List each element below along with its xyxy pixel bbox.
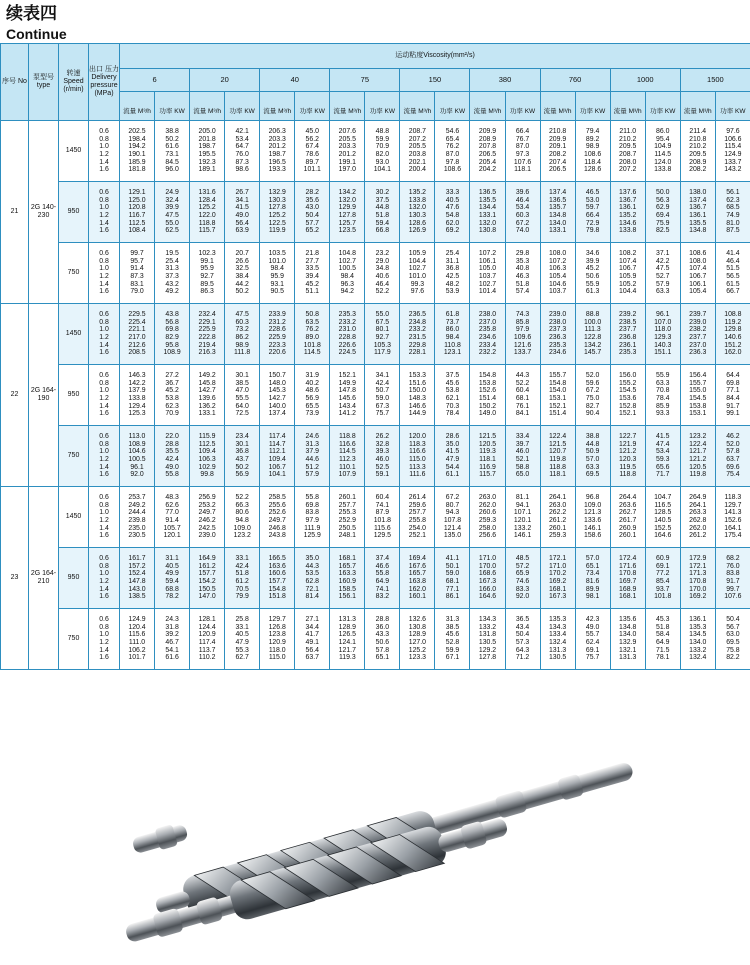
flow-cell: 264.9 264.1 263.3 262.8 262.0 261.2	[680, 487, 715, 548]
flow-header: 流量 M³/h	[680, 92, 715, 121]
flow-cell: 108.0 107.2 106.3 105.4 104.6 103.7	[540, 243, 575, 304]
flow-cell: 233.9 231.2 228.6 225.9 223.3 220.6	[260, 304, 295, 365]
power-cell: 24.3 31.8 39.2 46.7 54.1 61.6	[155, 609, 190, 670]
flow-cell: 202.5 198.4 194.2 190.1 185.9 181.8	[120, 121, 155, 182]
power-header: 功率 KW	[505, 92, 540, 121]
flow-cell: 121.5 120.5 119.3 118.1 116.9 115.7	[470, 426, 505, 487]
flow-cell: 253.7 249.2 244.4 239.8 235.0 230.5	[120, 487, 155, 548]
flow-cell: 211.4 210.8 210.2 209.5 208.9 208.2	[680, 121, 715, 182]
power-cell: 25.8 33.1 40.5 47.9 55.3 62.7	[225, 609, 260, 670]
power-cell: 26.2 32.8 39.3 46.0 52.5 59.1	[365, 426, 400, 487]
power-cell: 67.2 80.7 94.3 107.8 121.4 135.0	[435, 487, 470, 548]
flow-cell: 118.8 116.6 114.5 112.3 110.1 107.9	[330, 426, 365, 487]
power-cell: 55.8 69.8 83.8 97.9 111.9 125.9	[295, 487, 330, 548]
flow-cell: 260.1 257.7 255.3 252.9 250.5 248.1	[330, 487, 365, 548]
flow-cell: 168.1 165.7 163.3 160.9 158.5 156.1	[330, 548, 365, 609]
model-type: 2G 164-210	[29, 487, 59, 670]
power-cell: 48.3 62.6 77.0 91.4 105.7 120.1	[155, 487, 190, 548]
power-cell: 36.5 43.4 50.4 57.3 64.3 71.2	[505, 609, 540, 670]
flow-cell: 108.6 108.0 107.4 106.7 106.1 105.4	[680, 243, 715, 304]
flow-cell: 135.3 134.3 133.4 132.4 131.3 130.5	[540, 609, 575, 670]
power-cell: 108.8 119.2 129.8 140.6 151.2 162.0	[715, 304, 750, 365]
flow-cell: 131.6 128.4 125.2 122.0 118.8 115.7	[190, 182, 225, 243]
model-type: 2G 164-190	[29, 304, 59, 487]
viscosity-value: 380	[470, 69, 540, 92]
flow-cell: 239.2 238.5 237.7 236.8 236.1 235.3	[610, 304, 645, 365]
flow-header: 流量 M³/h	[610, 92, 645, 121]
flow-cell: 113.0 108.9 104.6 100.5 96.1 92.0	[120, 426, 155, 487]
power-cell: 38.8 44.8 50.9 57.0 63.3 69.5	[575, 426, 610, 487]
power-cell: 33.1 42.4 51.8 61.2 70.5 79.9	[225, 548, 260, 609]
flow-cell: 124.9 120.4 115.6 111.0 106.2 101.7	[120, 609, 155, 670]
power-cell: 60.9 69.1 77.2 85.4 93.7 101.8	[645, 548, 680, 609]
model-type: 2G 140-230	[29, 121, 59, 304]
power-cell: 30.2 37.5 44.8 51.8 59.4 66.8	[365, 182, 400, 243]
model-no: 21	[1, 121, 29, 304]
power-cell: 50.4 56.7 63.0 69.5 75.8 82.2	[715, 609, 750, 670]
power-cell: 61.8 73.7 86.0 98.4 110.8 123.1	[435, 304, 470, 365]
header-row-1	[1, 44, 750, 69]
flow-cell: 155.7 154.8 154.0 153.1 152.1 151.4	[540, 365, 575, 426]
power-cell: 81.1 94.1 107.1 120.1 133.2 146.1	[505, 487, 540, 548]
flow-cell: 210.8 209.9 209.1 208.2 207.4 206.5	[540, 121, 575, 182]
flow-cell: 104.8 102.7 100.5 98.4 96.3 94.2	[330, 243, 365, 304]
power-cell: 34.1 42.4 50.7 59.0 67.3 75.7	[365, 365, 400, 426]
power-cell: 23.2 29.0 34.8 40.6 46.4 52.2	[365, 243, 400, 304]
power-cell: 27.2 36.7 45.2 53.8 62.3 70.9	[155, 365, 190, 426]
flow-cell: 169.4 167.6 165.7 163.8 162.0 160.1	[400, 548, 435, 609]
flow-cell: 207.6 205.5 203.3 201.2 199.1 197.0	[330, 121, 365, 182]
flow-cell: 136.5 135.5 134.4 133.1 132.0 130.8	[470, 182, 505, 243]
flow-cell: 138.0 137.4 136.7 136.1 135.5 134.8	[680, 182, 715, 243]
power-cell: 41.1 50.1 59.0 68.1 77.1 86.1	[435, 548, 470, 609]
power-cell: 64.4 69.8 77.1 84.4 91.7 99.1	[715, 365, 750, 426]
power-cell: 41.4 46.4 51.5 56.5 61.5 66.7	[715, 243, 750, 304]
flow-cell: 128.1 124.4 120.9 117.4 113.7 110.2	[190, 609, 225, 670]
flow-cell: 153.3 151.6 150.0 148.3 146.6 144.9	[400, 365, 435, 426]
table-row	[1, 121, 750, 182]
header-speed: 转速 Speed (r/min)	[59, 44, 89, 121]
flow-cell: 99.7 95.7 91.4 87.3 83.1 79.0	[120, 243, 155, 304]
page-header	[6, 2, 67, 42]
flow-cell: 229.5 225.4 221.1 217.0 212.6 208.5	[120, 304, 155, 365]
power-header: 功率 KW	[575, 92, 610, 121]
pressure-cell: 0.6 0.8 1.0 1.2 1.4 1.6	[89, 426, 120, 487]
viscosity-value: 1000	[610, 69, 680, 92]
power-header: 功率 KW	[645, 92, 680, 121]
flow-cell: 156.4 155.7 155.0 154.5 153.8 153.1	[680, 365, 715, 426]
model-no: 23	[1, 487, 29, 670]
power-cell: 57.0 65.1 73.4 81.6 89.9 98.1	[575, 548, 610, 609]
flow-cell: 134.2 132.0 129.9 127.8 125.7 123.5	[330, 182, 365, 243]
speed-cell: 950	[59, 365, 89, 426]
power-cell: 42.1 53.4 64.7 76.0 87.3 98.6	[225, 121, 260, 182]
flow-cell: 132.9 130.3 127.8 125.2 122.5 119.9	[260, 182, 295, 243]
power-cell: 96.8 109.0 121.3 133.6 146.1 158.6	[575, 487, 610, 548]
flow-cell: 264.4 263.6 262.7 261.7 260.9 260.1	[610, 487, 645, 548]
flow-header: 流量 M³/h	[330, 92, 365, 121]
power-cell: 21.8 27.7 33.5 39.4 45.2 51.1	[295, 243, 330, 304]
power-cell: 50.8 63.5 76.2 89.0 101.8 114.5	[295, 304, 330, 365]
viscosity-value: 760	[540, 69, 610, 92]
flow-cell: 103.5 101.0 98.4 95.9 93.1 90.5	[260, 243, 295, 304]
flow-cell: 146.3 142.2 137.9 133.8 129.4 125.3	[120, 365, 155, 426]
power-cell: 22.0 28.8 35.5 42.4 49.0 55.8	[155, 426, 190, 487]
power-cell: 24.9 32.4 39.9 47.5 55.0 62.5	[155, 182, 190, 243]
power-cell: 52.2 66.3 80.6 94.8 109.0 123.2	[225, 487, 260, 548]
header-viscosity: 运动粘度Viscosity(mm²/s)	[120, 44, 750, 69]
power-cell: 50.0 56.3 62.9 69.4 75.9 82.5	[645, 182, 680, 243]
flow-cell: 129.1 125.0 120.8 116.7 112.5 108.4	[120, 182, 155, 243]
power-cell: 37.4 46.6 55.8 64.9 74.1 83.2	[365, 548, 400, 609]
power-cell: 42.3 49.0 55.7 62.4 69.1 75.7	[575, 609, 610, 670]
flow-header: 流量 M³/h	[470, 92, 505, 121]
flow-header: 流量 M³/h	[400, 92, 435, 121]
power-cell: 38.8 50.2 61.6 73.1 84.5 96.0	[155, 121, 190, 182]
power-cell: 34.6 39.9 45.2 50.6 55.9 61.3	[575, 243, 610, 304]
power-cell: 88.8 100.0 111.3 122.8 134.2 145.7	[575, 304, 610, 365]
flow-cell: 156.0 155.2 154.5 153.6 152.8 152.1	[610, 365, 645, 426]
power-cell: 33.3 40.5 47.6 54.8 62.0 69.2	[435, 182, 470, 243]
flow-cell: 232.4 229.1 225.9 222.8 219.4 216.3	[190, 304, 225, 365]
table-row	[1, 487, 750, 548]
speed-cell: 950	[59, 548, 89, 609]
power-cell: 79.4 89.2 98.9 108.6 118.4 128.6	[575, 121, 610, 182]
flow-cell: 164.9 161.2 157.7 154.2 150.5 147.0	[190, 548, 225, 609]
power-cell: 27.1 34.4 41.7 49.1 56.4 63.7	[295, 609, 330, 670]
power-cell: 31.3 38.5 45.6 52.8 59.9 67.1	[435, 609, 470, 670]
flow-cell: 171.0 170.0 168.6 167.3 166.0 164.6	[470, 548, 505, 609]
power-header: 功率 KW	[225, 92, 260, 121]
flow-cell: 209.9 208.9 207.8 206.5 205.4 204.2	[470, 121, 505, 182]
power-cell: 25.4 31.1 36.8 42.5 48.2 53.9	[435, 243, 470, 304]
power-cell: 37.5 45.6 53.8 62.1 70.3 78.4	[435, 365, 470, 426]
flow-cell: 122.4 121.5 120.7 119.8 118.8 118.1	[540, 426, 575, 487]
table-row	[1, 365, 750, 426]
flow-cell: 264.1 263.0 262.2 261.2 260.1 259.3	[540, 487, 575, 548]
table-row	[1, 243, 750, 304]
power-cell: 43.8 56.8 69.8 82.9 95.8 108.9	[155, 304, 190, 365]
power-cell: 31.9 40.2 48.6 56.9 65.5 73.9	[295, 365, 330, 426]
power-cell: 68.2 76.0 83.8 91.7 99.7 107.6	[715, 548, 750, 609]
power-cell: 20.7 26.6 32.5 38.4 44.2 50.2	[225, 243, 260, 304]
power-cell: 29.8 35.3 40.8 46.3 51.8 57.4	[505, 243, 540, 304]
viscosity-value: 150	[400, 69, 470, 92]
flow-header: 流量 M³/h	[260, 92, 295, 121]
power-cell: 28.6 35.0 41.5 47.9 54.4 61.1	[435, 426, 470, 487]
power-cell: 52.0 59.6 67.2 75.0 82.7 90.4	[575, 365, 610, 426]
power-cell: 74.3 85.8 97.9 109.6 121.6 133.7	[505, 304, 540, 365]
power-cell: 23.4 30.1 36.8 43.7 50.2 56.9	[225, 426, 260, 487]
viscosity-value: 1500	[680, 69, 750, 92]
flow-cell: 105.9 104.4 102.7 101.0 99.3 97.6	[400, 243, 435, 304]
power-cell: 35.0 44.3 53.5 62.8 72.1 81.4	[295, 548, 330, 609]
flow-header: 流量 M³/h	[190, 92, 225, 121]
power-cell: 104.7 116.5 128.5 140.5 152.5 164.6	[645, 487, 680, 548]
speed-cell: 750	[59, 243, 89, 304]
power-header: 功率 KW	[295, 92, 330, 121]
flow-cell: 261.4 259.6 257.7 255.8 254.0 252.1	[400, 487, 435, 548]
power-cell: 86.0 95.4 104.9 114.5 124.0 133.8	[645, 121, 680, 182]
table-header	[1, 44, 750, 121]
flow-cell: 122.7 121.9 121.2 120.3 119.5 118.8	[610, 426, 645, 487]
power-cell: 48.8 59.9 70.9 82.0 93.0 104.1	[365, 121, 400, 182]
speed-cell: 1450	[59, 121, 89, 182]
viscosity-value: 6	[120, 69, 190, 92]
pressure-cell: 0.6 0.8 1.0 1.2 1.4 1.6	[89, 548, 120, 609]
power-header: 功率 KW	[155, 92, 190, 121]
flow-cell: 172.9 172.1 171.3 170.8 170.0 169.2	[680, 548, 715, 609]
pressure-cell: 0.6 0.8 1.0 1.2 1.4 1.6	[89, 487, 120, 548]
flow-cell: 256.9 253.2 249.7 246.2 242.5 239.0	[190, 487, 225, 548]
flow-header: 流量 M³/h	[120, 92, 155, 121]
power-cell: 24.6 31.3 37.9 44.6 51.2 57.9	[295, 426, 330, 487]
flow-cell: 263.0 262.0 260.6 259.3 258.0 256.6	[470, 487, 505, 548]
flow-cell: 102.3 99.1 95.9 92.7 89.5 86.3	[190, 243, 225, 304]
power-cell: 47.5 60.3 73.2 86.2 98.9 111.8	[225, 304, 260, 365]
speed-cell: 950	[59, 182, 89, 243]
pressure-cell: 0.6 0.8 1.0 1.2 1.4 1.6	[89, 304, 120, 365]
pressure-cell: 0.6 0.8 1.0 1.2 1.4 1.6	[89, 365, 120, 426]
flow-cell: 238.0 237.0 235.8 234.6 233.4 232.2	[470, 304, 505, 365]
flow-cell: 150.7 148.0 145.3 142.7 140.0 137.4	[260, 365, 295, 426]
title-cn: 续表四	[6, 4, 57, 24]
flow-cell: 137.4 136.5 135.7 134.8 134.0 133.1	[540, 182, 575, 243]
power-cell: 28.2 35.6 43.0 50.4 57.7 65.2	[295, 182, 330, 243]
flow-cell: 239.7 239.0 238.2 237.7 237.0 236.3	[680, 304, 715, 365]
power-cell: 45.3 51.8 58.4 64.9 71.5 78.1	[645, 609, 680, 670]
power-cell: 44.3 52.2 60.4 68.1 76.1 84.1	[505, 365, 540, 426]
table-row	[1, 426, 750, 487]
flow-cell: 211.0 210.2 209.5 208.7 208.0 207.2	[610, 121, 645, 182]
power-header: 功率 KW	[435, 92, 470, 121]
flow-cell: 134.3 133.2 131.8 130.5 129.2 127.8	[470, 609, 505, 670]
flow-cell: 137.6 136.7 136.1 135.2 134.6 133.8	[610, 182, 645, 243]
power-cell: 28.8 36.0 43.3 50.6 57.8 65.1	[365, 609, 400, 670]
power-cell: 66.4 76.7 87.0 97.3 107.6 118.1	[505, 121, 540, 182]
flow-cell: 107.2 106.1 105.0 103.7 102.7 101.4	[470, 243, 505, 304]
title-en: Continue	[6, 26, 67, 42]
flow-cell: 129.7 126.8 123.8 120.9 118.0 115.0	[260, 609, 295, 670]
flow-cell: 135.6 134.8 134.0 132.9 132.1 131.3	[610, 609, 645, 670]
flow-cell: 152.1 149.9 147.8 145.6 143.4 141.2	[330, 365, 365, 426]
power-cell: 46.5 53.0 59.7 66.4 72.9 79.8	[575, 182, 610, 243]
power-cell: 45.0 56.2 67.4 78.6 89.7 101.1	[295, 121, 330, 182]
speed-cell: 1450	[59, 487, 89, 548]
power-cell: 60.4 74.1 87.9 101.8 115.6 129.5	[365, 487, 400, 548]
speed-cell: 750	[59, 426, 89, 487]
model-no: 22	[1, 304, 29, 487]
flow-cell: 132.6 130.8 128.9 127.0 125.2 123.3	[400, 609, 435, 670]
power-cell: 96.1 107.0 118.0 129.3 140.3 151.1	[645, 304, 680, 365]
power-cell: 30.1 38.5 47.0 55.5 64.0 72.5	[225, 365, 260, 426]
flow-cell: 258.5 255.6 252.6 249.7 246.8 243.8	[260, 487, 295, 548]
power-cell: 39.6 46.4 53.4 60.3 67.2 74.0	[505, 182, 540, 243]
power-cell: 46.2 52.0 57.8 63.7 69.6 75.4	[715, 426, 750, 487]
flow-cell: 123.2 122.4 121.7 121.2 120.5 119.8	[680, 426, 715, 487]
flow-cell: 206.3 203.3 201.2 198.7 196.5 193.3	[260, 121, 295, 182]
power-cell: 48.5 57.2 65.9 74.6 83.3 92.0	[505, 548, 540, 609]
speed-cell: 1450	[59, 304, 89, 365]
flow-cell: 235.3 233.2 231.0 228.8 226.6 224.5	[330, 304, 365, 365]
header-pressure: 出口 压力 Delivery pressure (MPa)	[89, 44, 120, 121]
power-cell: 19.5 25.4 31.3 37.3 43.2 49.2	[155, 243, 190, 304]
viscosity-value: 20	[190, 69, 260, 92]
power-cell: 56.1 62.3 68.5 74.9 81.0 87.5	[715, 182, 750, 243]
table-row	[1, 182, 750, 243]
flow-cell: 166.5 163.6 160.6 157.7 154.8 151.8	[260, 548, 295, 609]
screw-rotor-photo	[0, 736, 750, 965]
power-cell: 54.6 65.4 76.2 87.0 97.8 108.6	[435, 121, 470, 182]
pressure-cell: 0.6 0.8 1.0 1.2 1.4 1.6	[89, 121, 120, 182]
viscosity-value: 40	[260, 69, 330, 92]
header-type: 泵型号 type	[29, 44, 59, 121]
pressure-cell: 0.6 0.8 1.0 1.2 1.4 1.6	[89, 243, 120, 304]
flow-cell: 161.7 157.2 152.4 147.8 143.0 138.5	[120, 548, 155, 609]
flow-cell: 135.2 133.8 132.0 130.3 128.6 126.9	[400, 182, 435, 243]
flow-cell: 208.7 207.2 205.5 203.8 202.1 200.4	[400, 121, 435, 182]
power-cell: 31.1 40.5 49.9 59.4 68.8 78.2	[155, 548, 190, 609]
flow-cell: 236.5 234.8 233.2 231.5 229.8 228.1	[400, 304, 435, 365]
power-cell: 41.5 47.4 53.4 59.3 65.6 71.7	[645, 426, 680, 487]
pressure-cell: 0.6 0.8 1.0 1.2 1.4 1.6	[89, 609, 120, 670]
flow-cell: 115.9 112.5 109.4 106.3 102.9 99.8	[190, 426, 225, 487]
power-header: 功率 KW	[365, 92, 400, 121]
table-row	[1, 304, 750, 365]
power-cell: 118.3 129.7 141.3 152.6 164.1 175.4	[715, 487, 750, 548]
performance-table	[0, 43, 750, 670]
flow-cell: 154.8 153.8 152.6 151.4 150.2 149.0	[470, 365, 505, 426]
table-row	[1, 548, 750, 609]
speed-cell: 750	[59, 609, 89, 670]
power-cell: 97.6 106.6 115.4 124.9 133.7 143.2	[715, 121, 750, 182]
flow-cell: 117.4 114.7 112.1 109.4 106.7 104.1	[260, 426, 295, 487]
flow-cell: 120.0 118.3 116.6 115.0 113.3 111.6	[400, 426, 435, 487]
power-cell: 55.0 67.5 80.1 92.7 105.3 117.9	[365, 304, 400, 365]
power-cell: 37.1 42.2 47.5 52.7 57.9 63.3	[645, 243, 680, 304]
table-row	[1, 609, 750, 670]
flow-cell: 131.3 128.9 126.5 124.1 121.7 119.3	[330, 609, 365, 670]
screw-rotor-image	[0, 736, 750, 965]
flow-cell: 108.2 107.4 106.7 105.9 105.2 104.4	[610, 243, 645, 304]
header-no: 序号 No	[1, 44, 29, 121]
flow-cell: 239.0 238.0 237.3 236.3 235.3 234.6	[540, 304, 575, 365]
viscosity-value: 75	[330, 69, 400, 92]
table-body	[1, 121, 750, 670]
flow-cell: 149.2 145.8 142.7 139.6 136.2 133.1	[190, 365, 225, 426]
power-cell: 55.9 63.3 70.8 78.4 85.9 93.3	[645, 365, 680, 426]
flow-cell: 136.1 135.3 134.5 134.0 133.2 132.4	[680, 609, 715, 670]
flow-cell: 172.1 171.0 170.2 169.2 168.1 167.3	[540, 548, 575, 609]
power-cell: 26.7 34.1 41.5 49.0 56.4 63.9	[225, 182, 260, 243]
flow-header: 流量 M³/h	[540, 92, 575, 121]
power-header: 功率 KW	[715, 92, 750, 121]
flow-cell: 172.4 171.6 170.8 169.7 168.9 168.1	[610, 548, 645, 609]
flow-cell: 205.0 201.8 198.7 195.5 192.3 189.1	[190, 121, 225, 182]
pressure-cell: 0.6 0.8 1.0 1.2 1.4 1.6	[89, 182, 120, 243]
power-cell: 33.4 39.7 46.0 52.1 58.8 65.0	[505, 426, 540, 487]
